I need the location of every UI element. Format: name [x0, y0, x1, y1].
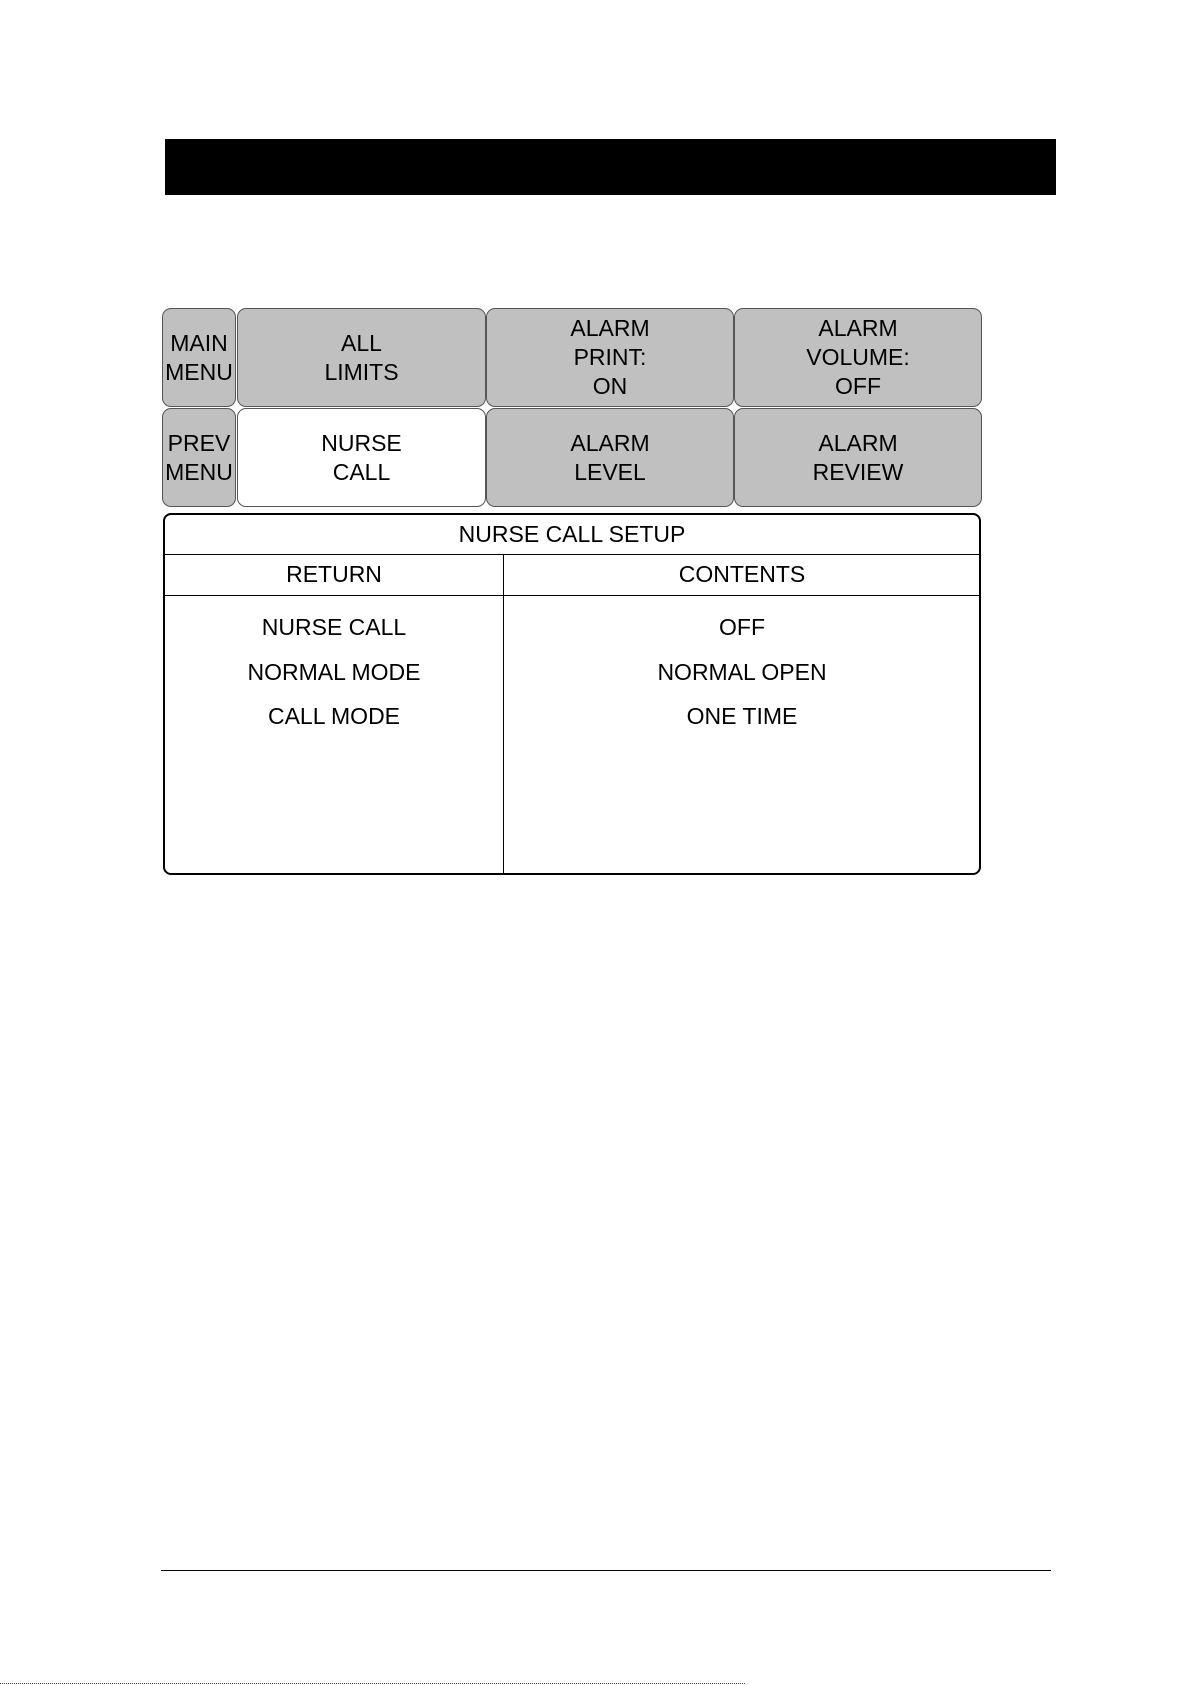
alarm-volume-value: OFF — [835, 373, 881, 399]
alarm-review-button[interactable] — [734, 408, 982, 507]
setting-labels-column — [165, 607, 503, 741]
alarm-level-label-line2: LEVEL — [574, 458, 646, 485]
setting-value-call-mode[interactable]: ONE TIME — [686, 703, 798, 729]
contents-column-header: CONTENTS — [503, 555, 981, 596]
alarm-print-value: ON — [592, 373, 628, 399]
setting-label-nurse-call[interactable]: NURSE CALL — [261, 614, 407, 640]
all-limits-label-line1: ALL — [341, 329, 382, 356]
alarm-print-label-line1: ALARM — [570, 315, 650, 341]
setup-panel-title: NURSE CALL SETUP — [165, 515, 979, 555]
all-limits-button[interactable] — [237, 308, 486, 407]
prev-menu-label-line2: MENU — [165, 458, 233, 485]
alarm-menu-softkeys — [162, 308, 978, 506]
setting-value-normal-mode[interactable]: NORMAL OPEN — [657, 658, 827, 685]
nurse-call-label-line2: CALL — [332, 458, 391, 485]
alarm-review-label-line2: REVIEW — [812, 458, 904, 485]
alarm-print-button[interactable] — [486, 308, 734, 407]
return-column-header[interactable]: RETURN — [165, 555, 503, 596]
prev-menu-label-line1: PREV — [167, 429, 231, 456]
setting-label-call-mode[interactable]: CALL MODE — [267, 703, 401, 729]
alarm-level-button[interactable] — [486, 408, 734, 507]
setting-value-nurse-call[interactable]: OFF — [719, 614, 765, 640]
footer-rule — [161, 1570, 1051, 1571]
nurse-call-setup-panel — [163, 513, 981, 875]
alarm-review-label-line1: ALARM — [818, 429, 898, 456]
prev-menu-button[interactable] — [162, 408, 236, 507]
setting-values-column — [503, 607, 981, 741]
alarm-level-label-line1: ALARM — [570, 429, 650, 456]
main-menu-label-line1: MAIN — [170, 329, 228, 356]
alarm-volume-label-line2: VOLUME: — [806, 344, 910, 370]
main-menu-button[interactable] — [162, 308, 236, 407]
setting-label-normal-mode[interactable]: NORMAL MODE — [247, 658, 421, 685]
alarm-print-label-line2: PRINT: — [573, 344, 647, 370]
nurse-call-label-line1: NURSE — [321, 429, 402, 456]
page-header-bar — [165, 139, 1056, 195]
nurse-call-button[interactable] — [237, 408, 486, 507]
alarm-volume-label-line1: ALARM — [818, 315, 898, 341]
all-limits-label-line2: LIMITS — [324, 358, 399, 385]
bottom-dotted-rule — [0, 1683, 745, 1684]
alarm-volume-button[interactable] — [734, 308, 982, 407]
main-menu-label-line2: MENU — [165, 358, 233, 385]
